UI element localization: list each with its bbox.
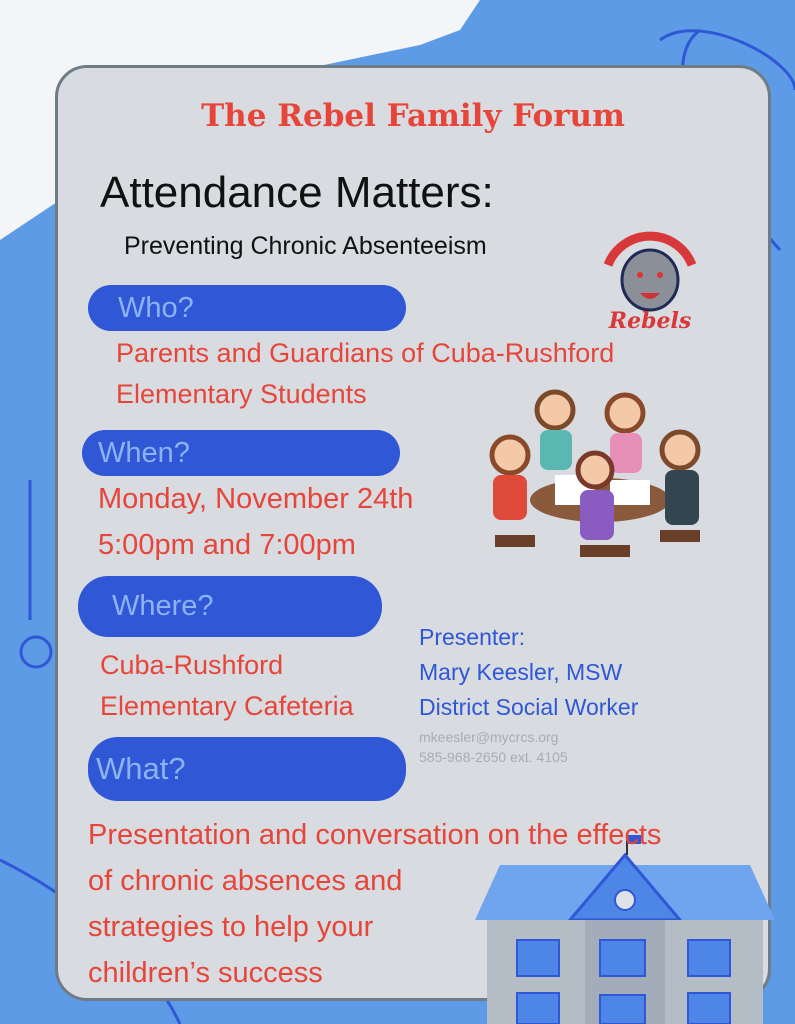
what-label-text: What? (96, 751, 186, 786)
who-line: Parents and Guardians of Cuba-Rushford (116, 338, 615, 368)
what-line: Presentation and conversation on the effects (88, 819, 662, 851)
when-label (82, 430, 400, 476)
what-line: strategies to help your (88, 911, 374, 943)
where-label (78, 576, 382, 637)
presenter-name: Mary Keesler, MSW (419, 659, 623, 685)
presenter-role: District Social Worker (419, 694, 639, 720)
what-line: of chronic absences and (88, 865, 403, 897)
when-label-text: When? (98, 436, 190, 469)
where-line: Cuba-Rushford (100, 650, 284, 680)
who-label (88, 285, 406, 331)
when-time: 5:00pm and 7:00pm (98, 529, 356, 561)
who-line: Elementary Students (116, 379, 367, 409)
where-line: Elementary Cafeteria (100, 691, 354, 721)
page-subtitle: Preventing Chronic Absenteeism (124, 232, 487, 260)
children-illustration (485, 385, 710, 580)
presenter-label: Presenter: (419, 624, 526, 650)
presenter-email[interactable]: mkeesler@mycrcs.org (419, 729, 559, 745)
where-label-text: Where? (112, 590, 214, 622)
what-line: children’s success (88, 957, 323, 989)
school-logo (600, 225, 700, 335)
forum-title: The Rebel Family Forum (201, 98, 625, 134)
who-label-text: Who? (118, 291, 194, 324)
presenter-phone: 585-968-2650 ext. 4105 (419, 749, 568, 765)
what-label (88, 737, 406, 801)
svg-text:Rebels: Rebels (608, 308, 692, 334)
page-title: Attendance Matters: (100, 168, 494, 217)
tiger-logo-icon (600, 225, 700, 335)
when-date: Monday, November 24th (98, 483, 414, 515)
